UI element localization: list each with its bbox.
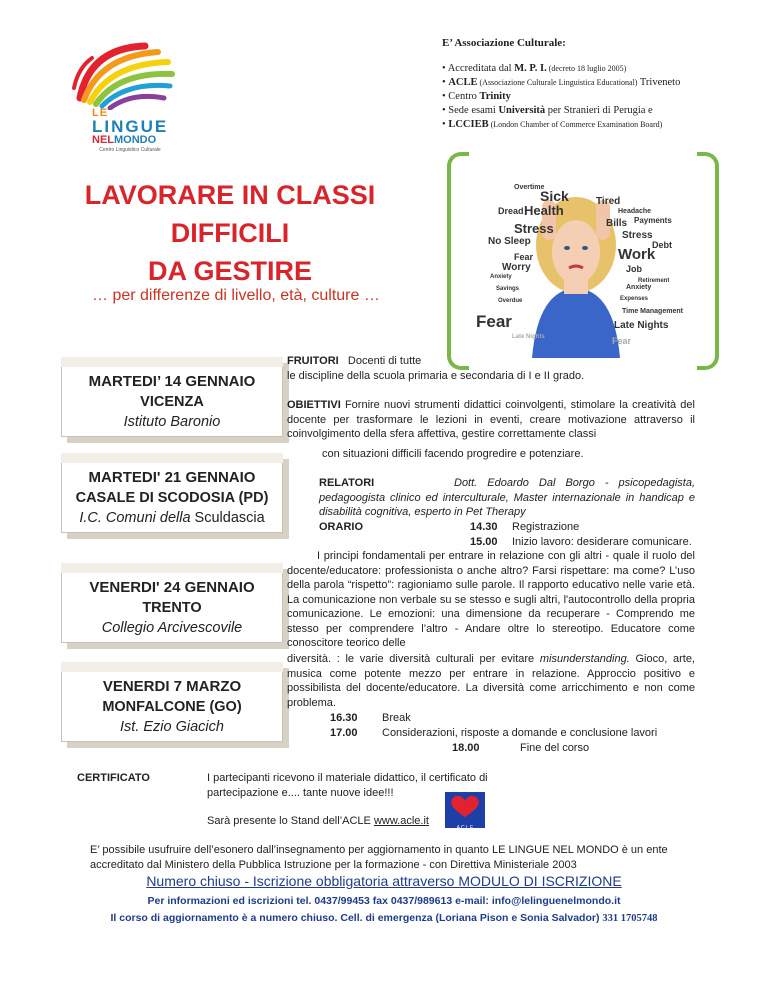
association-heading: E’ Associazione Culturale:: [442, 37, 566, 49]
title-line: DIFFICILI: [170, 218, 290, 248]
orario-label: ORARIO: [319, 521, 363, 533]
exoneration-note: E’ possibile usufruire dell’esonero dall’insegnamento per aggiornamento in quanto LE LINGUE NEL MONDO è un ente accreditato dal Ministero della Pubblica Istruzione per la formazione - con Direttiva Ministeriale 2003: [90, 844, 668, 871]
date-day: VENERDI' 24 GENNAIO: [89, 579, 255, 596]
certificato-text: I partecipanti ricevono il materiale didattico, il certificato di partecipazione e.... tante nuove idee!!!: [207, 772, 488, 799]
emergency-contact: Il corso di aggiornamento è a numero chiuso. Cell. di emergenza (Loriana Pison e Sonia Salvador) 331 1705748: [110, 912, 658, 924]
time-1500: 15.00: [470, 536, 498, 548]
event-break: Break: [382, 712, 411, 724]
association-item: • Sede esami Università per Stranieri di Perugia e: [442, 105, 653, 116]
certificato-label: CERTIFICATO: [77, 772, 150, 784]
photo-word: Worry: [502, 262, 531, 273]
date-city: CASALE DI SCODOSIA (PD): [75, 490, 269, 506]
logo-swirl-icon: [70, 38, 180, 110]
obiettivi-text-cont: con situazioni difficili facendo progredire e potenziare.: [322, 448, 584, 460]
acle-logo: [445, 792, 485, 831]
date-box-vicenza: [61, 357, 283, 437]
title-line: LAVORARE IN CLASSI: [84, 180, 376, 210]
obiettivi-section: [287, 398, 695, 442]
photo-word: Tired: [596, 196, 621, 207]
photo-word: Savings: [496, 286, 520, 292]
photo-word: Headache: [618, 208, 652, 215]
photo-word: Work: [618, 246, 656, 263]
contact-info: Per informazioni ed iscrizioni tel. 0437/99453 fax 0437/989613 e-mail: info@lelinguenelmondo.it: [147, 895, 621, 907]
photo-word: Fear: [612, 336, 632, 346]
course-title: [80, 176, 380, 290]
photo-word: Anxiety: [490, 274, 512, 280]
association-item: • LCCIEB (London Chamber of Commerce Examination Board): [442, 119, 663, 130]
closed-enrollment-notice: Numero chiuso - Iscrizione obbligatoria attraverso MODULO DI ISCRIZIONE: [146, 873, 622, 889]
obiettivi-label: OBIETTIVI: [287, 399, 341, 411]
fruitori-label: FRUITORI: [287, 355, 339, 367]
date-day: MARTEDI' 21 GENNAIO: [88, 469, 256, 486]
date-venue: I.C. Comuni della Sculdascia: [79, 510, 265, 526]
photo-word: Anxiety: [626, 284, 652, 291]
date-city: TRENTO: [142, 600, 202, 616]
date-city: MONFALCONE (GO): [102, 699, 242, 715]
association-item: • Centro Trinity: [442, 91, 511, 102]
date-box-trento: [61, 563, 283, 643]
photo-word: Overtime: [514, 184, 545, 191]
photo-word: Expenses: [620, 296, 649, 302]
time-1430: 14.30: [470, 521, 498, 533]
photo-word: Payments: [634, 216, 672, 225]
relatori-label: RELATORI: [319, 477, 375, 489]
event-fine: Fine del corso: [520, 742, 590, 754]
time-1630: 16.30: [330, 712, 358, 724]
acle-logo-text: A C L E: [456, 825, 474, 831]
photo-word: Late Nights: [614, 320, 669, 331]
date-venue: Istituto Baronio: [123, 414, 221, 430]
photo-word: Stress: [622, 230, 653, 241]
date-city: VICENZA: [140, 394, 204, 410]
association-info: [442, 36, 742, 132]
stand-text: Sarà presente lo Stand dell’ACLE www.acle.it: [207, 815, 429, 827]
photo-word: Fear: [476, 312, 512, 331]
organization-logo: [62, 38, 187, 153]
logo-text-le: LE: [92, 107, 109, 119]
photo-word: Dread: [498, 206, 524, 216]
date-venue: Collegio Arcivescovile: [101, 620, 243, 636]
photo-word: Health: [524, 203, 564, 218]
logo-text-nelmondo: NELMONDO: [92, 134, 157, 146]
stressed-woman-image: [472, 160, 694, 358]
photo-word: Retirement: [638, 278, 670, 284]
photo-word: Late Nights: [512, 334, 545, 340]
orario-body-1: I principi fondamentali per entrare in relazione con gli altri - quale il ruolo del docente/educatore: professionista o anche altro? Farsi rispettare: ma come? L’uso della parola “rispetto”: ragioniamo sulle parole. Il rapporto educativo nelle varie età. La comunicazione non verbale su se stesso e sugli altri, l'autocontrollo della propria comunicazione. Le emozioni: una dimensione da recuperare - Comprendo me stesso per comprendere l’altro - Andare oltre lo stereotipo. Educatore come conoscitore teorico delle: [287, 550, 695, 649]
logo-tagline: Centro Linguistico Culturale: [99, 147, 161, 153]
photo-word: No Sleep: [488, 236, 531, 247]
association-item: • Accreditata dal M. P. I. (decreto 18 luglio 2005): [442, 63, 627, 74]
photo-word: Time Management: [622, 308, 683, 315]
date-day: MARTEDI’ 14 GENNAIO: [88, 373, 256, 390]
course-subtitle: … per differenze di livello, età, culture …: [92, 287, 380, 304]
logo-text-lingue: LINGUE: [92, 117, 169, 136]
fruitori-text: le discipline della scuola primaria e secondaria di I e II grado.: [287, 369, 585, 382]
date-box-casale: [61, 453, 283, 533]
time-1700: 17.00: [330, 727, 358, 739]
fruitori-text: Docenti di tutte: [347, 355, 422, 367]
photo-word: Overdue: [498, 298, 523, 304]
event-considerazioni: Considerazioni, risposte a domande e conclusione lavori: [382, 727, 658, 739]
orario-body-2: diversità. : le varie diversità culturali per evitare misunderstanding. Gioco, arte, musica come potente mezzo per entrare in relazione. Approccio positivo e possibilista del docente/educatore. La diversità come arricchimento e non come problema.: [287, 653, 695, 709]
photo-word: Sick: [540, 188, 569, 204]
heart-icon: [445, 792, 485, 820]
acle-link[interactable]: www.acle.it: [373, 815, 429, 827]
date-day: VENERDI 7 MARZO: [102, 678, 242, 695]
photo-word: Stress: [514, 221, 554, 236]
time-1800: 18.00: [452, 742, 480, 754]
event-inizio: Inizio lavoro: desiderare comunicare.: [512, 536, 692, 548]
relatori-text: Dott. Edoardo Dal Borgo - psicopedagista, pedagoogista clinico ed interculturale, Master internazionale in handicap e disabilità cognitiva, esperto in Pet Therapy: [319, 477, 695, 518]
photo-word: Job: [626, 264, 643, 274]
date-box-monfalcone: [61, 662, 283, 742]
association-item: • ACLE (Associazione Culturale Linguistica Educational) Triveneto: [442, 77, 681, 88]
event-registrazione: Registrazione: [512, 521, 580, 533]
date-venue: Ist. Ezio Giacich: [120, 719, 224, 735]
photo-word: Debt: [652, 240, 672, 250]
photo-word: Fear: [514, 252, 534, 262]
fruitori-section: [287, 354, 697, 383]
left-bracket: [447, 152, 469, 370]
photo-word: Bills: [606, 218, 628, 229]
title-line: DA GESTIRE: [147, 256, 313, 286]
right-bracket: [697, 152, 719, 370]
obiettivi-text: Fornire nuovi strumenti didattici coinvolgenti, stimolare la creatività del docente per trasformare le lezioni in eventi, creare motivazione attraverso il coinvolgimento della sfera affettiva, gestire correttamente classi: [287, 399, 695, 440]
